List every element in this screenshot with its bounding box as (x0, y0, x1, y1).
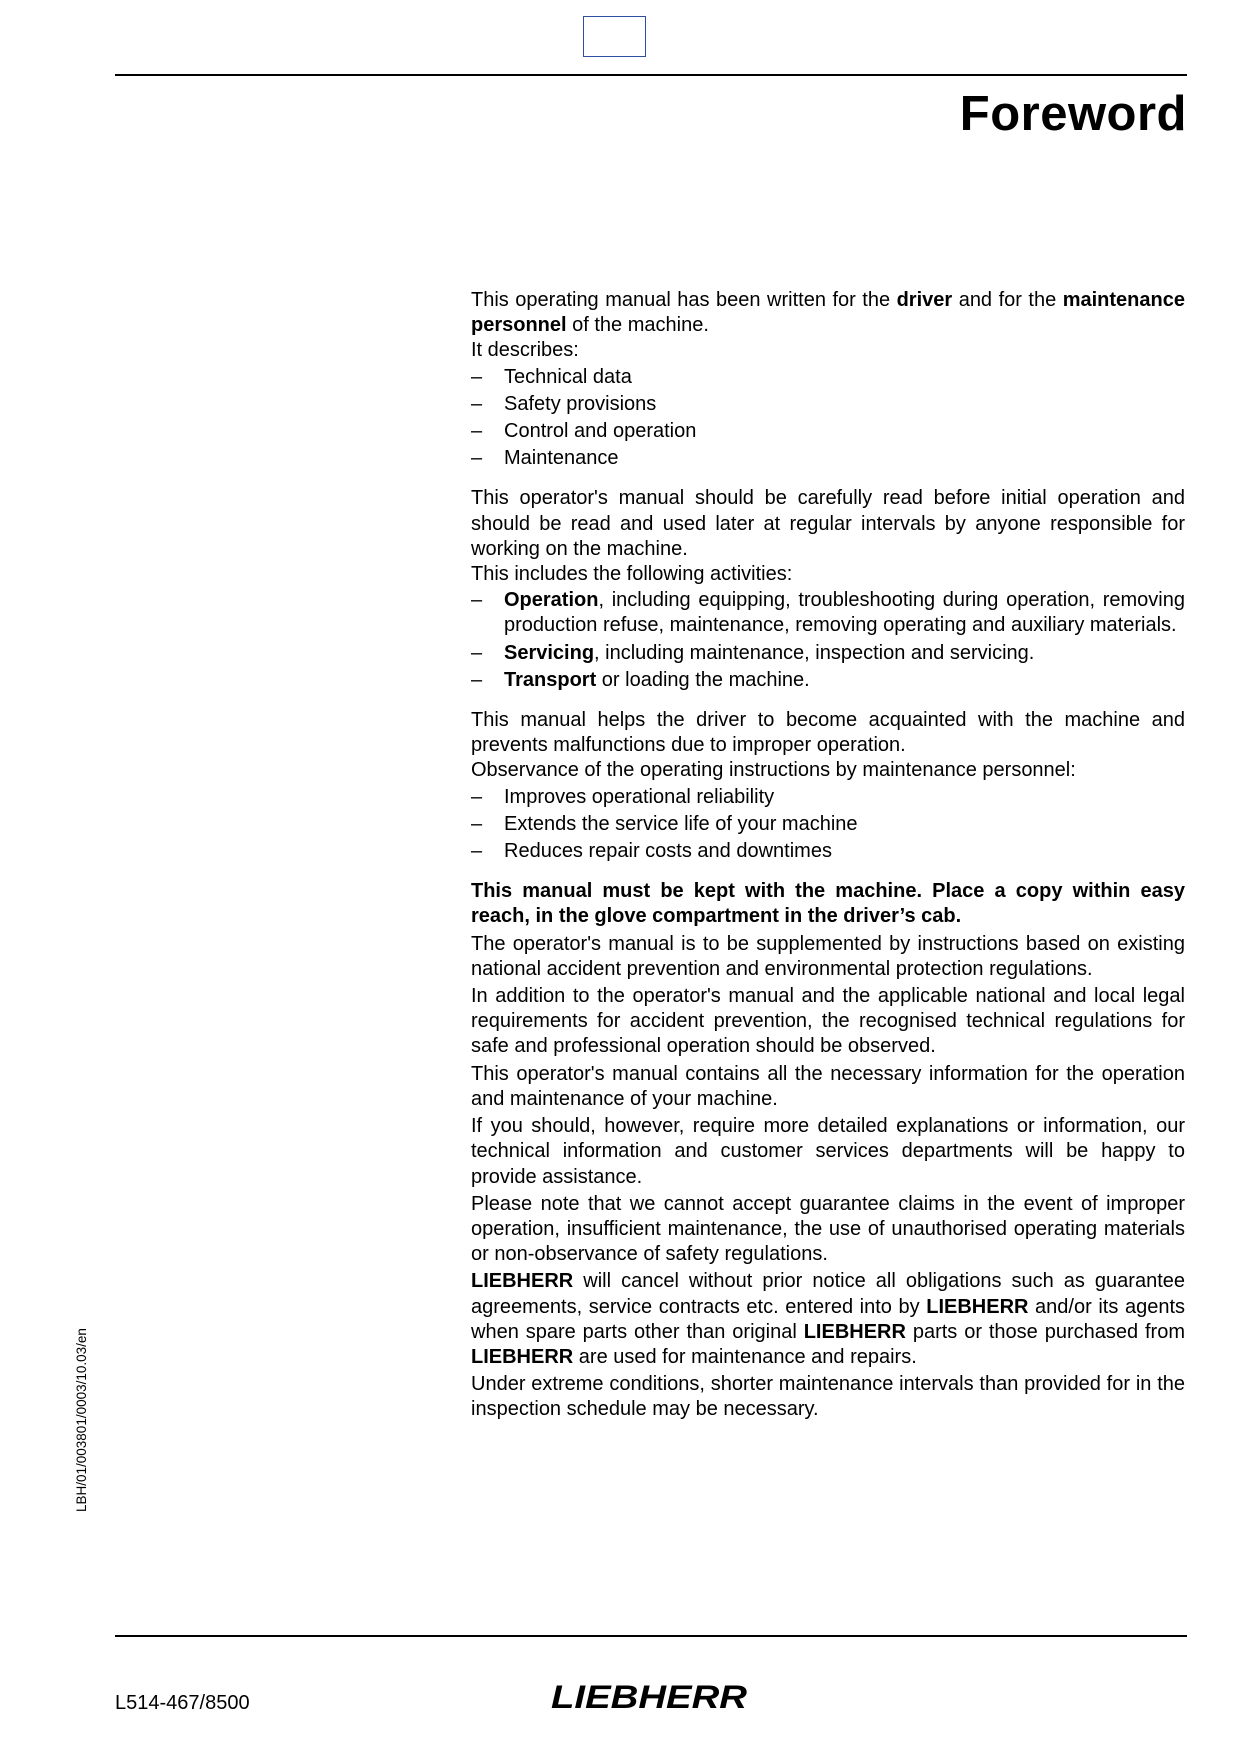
describes-label: It describes: (471, 339, 579, 362)
observance-label: Observance of the operating instructions by maintenance personnel: (471, 759, 1076, 782)
describes-list (471, 365, 1185, 472)
assistance-paragraph: If you should, however, require more detailed explanations or information, our technical information and customer services departments will be happy to provide assistance. (471, 1115, 1185, 1188)
contents-paragraph: This operator's manual contains all the necessary information for the operation and maintenance of your machine. (471, 1062, 1185, 1110)
reading-paragraph: This operator's manual should be carefully read before initial operation and should be read and used later at regular intervals by anyone responsible for working on the machine. (471, 487, 1185, 560)
liebherr-logo-text: LIEBHERR (551, 1681, 747, 1713)
legal-paragraph: In addition to the operator's manual and the applicable national and local legal requirements for accident prevention, the recognised technical regulations for safe and professional operation should be observed. (471, 985, 1185, 1058)
list-item: – Control and operation (471, 420, 697, 443)
footer-rule (115, 1635, 1187, 1637)
supplement-paragraph: The operator's manual is to be supplemented by instructions based on existing national accident prevention and environmental protection regulations. (471, 932, 1185, 980)
list-item: – Technical data (471, 365, 632, 388)
activities-list (471, 588, 1185, 693)
list-item: – Transport or loading the machine. (471, 668, 810, 691)
header-rule (115, 74, 1187, 76)
activities-label: This includes the following activities: (471, 563, 793, 586)
list-item: – Extends the service life of your machine (471, 812, 858, 835)
liebherr-logo (549, 1681, 749, 1713)
page-title: Foreword (959, 87, 1187, 141)
intro-paragraph: This operating manual has been written for the driver and for the maintenance personnel of the machine. (471, 289, 1185, 337)
list-item: – Safety provisions (471, 392, 657, 415)
intervals-paragraph: Under extreme conditions, shorter maintenance intervals than provided for in the inspection schedule may be necessary. (471, 1373, 1185, 1421)
keep-manual-note: This manual must be kept with the machine. Place a copy within easy reach, in the glove compartment in the driver’s cab. (471, 880, 1185, 928)
list-item: – Improves operational reliability (471, 785, 775, 808)
guarantee-paragraph: Please note that we cannot accept guarantee claims in the event of improper operation, insufficient maintenance, the use of unauthorised operating materials or non-observance of safety regulations. (471, 1192, 1185, 1266)
benefits-list (471, 785, 1185, 865)
spare-parts-paragraph: LIEBHERR will cancel without prior notice all obligations such as guarantee agreements, service contracts etc. entered into by LIEBHERR and/or its agents when spare parts other than original LIEBHERR parts or those purchased from LIEBHERR are used for maintenance and repairs. (471, 1270, 1186, 1368)
foreword-body (471, 288, 1185, 1423)
list-item: – Servicing, including maintenance, inspection and servicing. (471, 641, 1035, 664)
list-item: – Operation, including equipping, troubleshooting during operation, removing production refuse, maintenance, removing operating and auxiliary materials. (471, 589, 1185, 637)
list-item: – Reduces repair costs and downtimes (471, 840, 832, 863)
list-item: – Maintenance (471, 447, 619, 470)
footer-document-code: L514-467/8500 (115, 1692, 250, 1714)
document-reference-code: LBH/01/003801/0003/10.03/en (74, 1328, 89, 1512)
acquaint-paragraph: This manual helps the driver to become acquainted with the machine and prevents malfunctions due to improper operation. (471, 709, 1185, 757)
page-tab-marker (583, 16, 646, 57)
